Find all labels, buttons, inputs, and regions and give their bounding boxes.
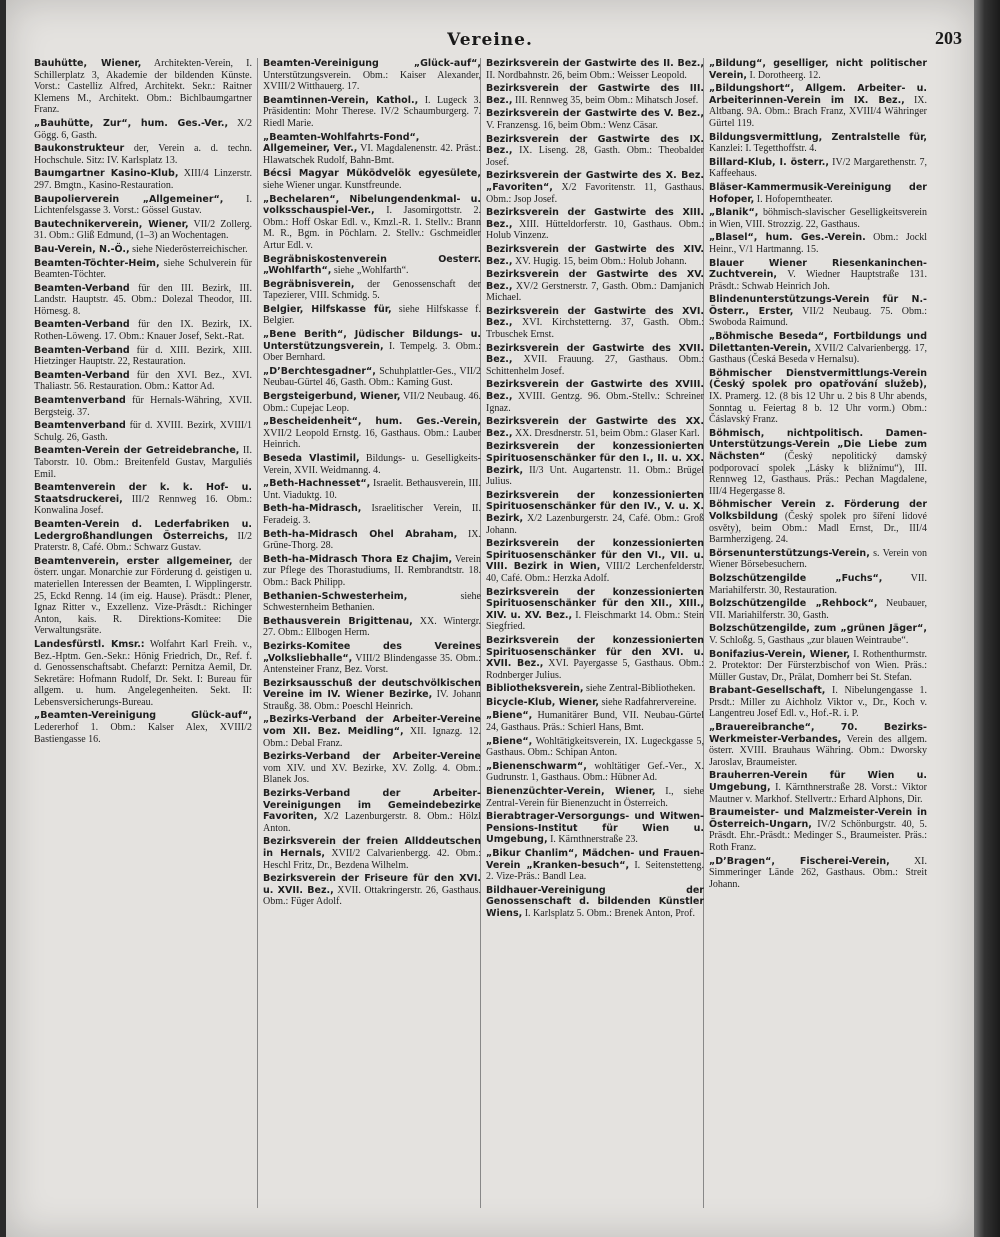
- entry-details: XVII. Ottakringerstr. 26, Gasthaus. Obm.: Füger Adolf.: [263, 884, 481, 908]
- column-divider: [257, 58, 258, 1208]
- directory-entry: [34, 258, 252, 281]
- directory-entry: [709, 770, 927, 805]
- entry-details: vom XIV. und XV. Bezirke, XV. Zollg. 4. Obm.: Blanek Jos.: [263, 762, 481, 786]
- entry-details: I., siehe Zentral-Verein für Bienenzucht in Österreich.: [486, 786, 704, 809]
- entry-name: Bezirksverein der konzessionierten Spirituosenschänker für den I., II. u. XX. Bezirk,: [486, 441, 704, 476]
- entry-name: Bezirksverein der Gastwirte des V. Bez.,: [486, 108, 704, 120]
- entry-details: siehe Zentral-Bibliotheken.: [585, 683, 696, 695]
- entry-details: VI. Magdalenenstr. 42. Präst.: Hlawatschek Rudolf, Bahn-Bmt.: [263, 143, 481, 166]
- entry-details: I. Jasomirgottstr. 2. Obm.: Hoff Oskar Edl. v., Kmzl.-R. 1. Stellv.: Brann M. R., Bgm. in Pöchlarn. 2. Stellv.: Gschmeidler Artur Edl. v.: [263, 205, 481, 251]
- entry-details: wohltätiger Gef.-Ver., X. Gudrunstr. 1, Gasthaus. Obm.: Hübner Ad.: [486, 760, 704, 784]
- entry-name: Begräbnisverein,: [263, 278, 355, 290]
- entry-details: III/2 Rennweg 16. Obm.: Konwalina Josef.: [34, 493, 252, 517]
- entry-name: Beamten-Vereinigung „Glück-auf“,: [263, 58, 481, 69]
- entry-name: „Blanik“,: [709, 207, 759, 219]
- directory-entry: [263, 168, 481, 191]
- entry-name: Blauer Wiener Riesenkaninchen-Zuchtverein,: [709, 257, 927, 281]
- entry-details: IX. Liseng. 28, Gasth. Obm.: Theobalder Josef.: [486, 145, 704, 168]
- entry-name: Bezirksverein der Gastwirte des III. Bez.,: [486, 83, 704, 106]
- entry-details: I. Lugeck 3. Präsidentin: Mohr Therese. IV/2 Schaumburgerg. 7. Riedl Marie.: [263, 94, 481, 129]
- column-2: [263, 58, 481, 1208]
- entry-name: Beth-ha-Midrasch Ohel Abraham,: [263, 528, 458, 540]
- column-4: [709, 58, 927, 1208]
- directory-entry: [263, 194, 481, 252]
- directory-entry: [34, 194, 252, 217]
- entry-name: „Bene Berith“, Jüdischer Bildungs- u. Unterstützungsverein,: [263, 329, 481, 352]
- entry-name: Beamten-Verband: [34, 369, 130, 381]
- entry-details: V. Schloßg. 5, Gasthaus „zur blauen Weintraube“.: [709, 634, 909, 646]
- directory-entry: [486, 441, 704, 487]
- entry-name: Bläser-Kammermusik-Vereinigung der Hofoper,: [709, 181, 927, 205]
- entry-details: I. Lichtenfelsgasse 3. Vorst.: Gössel Gustav.: [34, 193, 252, 217]
- entry-name: Beamten-Verein d. Lederfabriken u. Ledergroßhandlungen Österreichs,: [34, 518, 252, 542]
- directory-entry: [709, 685, 927, 720]
- entry-details: V. Wiedner Hauptstraße 131. Präsdt.: Schwab Heinrich Joh.: [709, 269, 927, 292]
- directory-entry: [263, 751, 481, 786]
- entry-name: Bezirksverein der Gastwirte des XX. Bez.,: [486, 416, 704, 439]
- directory-entry: [486, 587, 704, 633]
- directory-entry: [263, 788, 481, 834]
- entry-details: Verein zur Pflege des Thorastudiums, II. Rembrandtstr. 18. Obm.: Back Philipp.: [263, 553, 481, 588]
- directory-entry: [709, 182, 927, 205]
- directory-entry: [486, 134, 704, 169]
- entry-details: böhmisch-slavischer Geselligkeitsverein in Wien, VIII. Strozzig. 22, Gasthaus.: [709, 207, 927, 230]
- directory-entry: [34, 445, 252, 480]
- entry-details: (Český nepolitický damský podporovací spolek „Lásky k bližnímu“), III. Rennweg 12, Gasthaus. Präs.: Pechan Magdalene, III/4 Hegergasse 8.: [709, 451, 927, 497]
- entry-name: Bergsteigerbund, Wiener,: [263, 391, 401, 403]
- entry-details: X/2 Lazenburgerstr. 24, Café. Obm.: Groß Johann.: [486, 512, 704, 536]
- entry-details: XI. Simmeringer Lände 262, Gasthaus. Obm.: Streit Johann.: [709, 855, 927, 890]
- entry-details: für den III. Bezirk, III. Landstr. Hauptstr. 45. Obm.: Dolezal Theodor, III. Hörnesg. 8.: [34, 282, 252, 317]
- entry-name: Belgier, Hilfskasse für,: [263, 303, 392, 315]
- entry-details: II. Nordbahnstr. 26, beim Obm.: Weisser Leopold.: [486, 69, 687, 81]
- entry-name: Beamtenverein der k. k. Hof- u. Staatsdruckerei,: [34, 482, 252, 505]
- entry-details: Obm.: Jockl Heinr., V/1 Hartmanng. 15.: [709, 232, 927, 255]
- entry-details: Israelit. Bethausverein, III. Unt. Viaduktg. 10.: [263, 478, 481, 501]
- entry-name: Beth-ha-Midrasch Thora Ez Chajim,: [263, 553, 453, 565]
- directory-entry: [486, 490, 704, 536]
- entry-name: „Bienenschwarm“,: [486, 760, 587, 772]
- entry-details: IV. Johann Straußg. 38. Obm.: Poeschl Heinrich.: [263, 689, 481, 712]
- entry-name: Bethausverein Brigittenau,: [263, 615, 413, 627]
- entry-name: Bezirksverein der konzessionierten Spirituosenschänker für den XVI. u. XVII. Bez.,: [486, 634, 704, 670]
- entry-name: „Bezirks-Verband der Arbeiter-Vereine vom XII. Bez. Meidling“,: [263, 714, 481, 738]
- entry-details: Neubauer, VII. Mariahilferstr. 30, Gasth.: [709, 598, 927, 621]
- directory-entry: [486, 538, 704, 584]
- entry-details: (Český spolek pro šíření lidové osvěty), beim Obm.: Madl Ernst, Dr., III/4 Barmherzigeng. 24.: [709, 510, 927, 546]
- directory-entry: [486, 848, 704, 883]
- entry-details: I. Tempelg. 3. Obm.: Ober Bernhard.: [263, 340, 481, 364]
- entry-details: II. Taborstr. 10. Obm.: Breitenfeld Gustav, Marguliés Emil.: [34, 445, 252, 480]
- entry-name: Bolzschützengilde „Fuchs“,: [709, 572, 883, 584]
- entry-name: Bienenzüchter-Verein, Wiener,: [486, 786, 656, 798]
- directory-entry: [263, 132, 481, 167]
- directory-entry: [263, 254, 481, 277]
- directory-page: [6, 0, 974, 1237]
- entry-details: V. Franzensg. 16, beim Obm.: Wenz Cäsar.: [486, 119, 658, 131]
- entry-name: Beamtenverband: [34, 420, 126, 432]
- entry-name: Beamten-Verband: [34, 344, 130, 356]
- entry-name: Bezirksverein der freien Allddeutschen in Hernals,: [263, 836, 481, 859]
- directory-entry: [709, 573, 927, 596]
- directory-entry: [709, 649, 927, 684]
- directory-entry: [263, 714, 481, 749]
- entry-name: „Bechelaren“, Nibelungendenkmal- u. volksschauspiel-Ver.,: [263, 193, 481, 217]
- entry-name: „Beamten-Vereinigung Glück-auf“,: [34, 710, 252, 722]
- entry-name: Beamten-Verein der Getreidebranche,: [34, 445, 240, 457]
- entry-name: Bezirks-Verband der Arbeiter-Vereinigungen im Gemeindebezirke Favoriten,: [263, 788, 481, 823]
- entry-details: für den IX. Bezirk, IX. Rothen-Löweng. 17. Obm.: Knauer Josef, Sekt.-Rat.: [34, 319, 252, 343]
- entry-name: Bezirksverein der Gastwirte des X. Bez. „Favoriten“,: [486, 170, 704, 193]
- entry-name: Blindenunterstützungs-Verein für N.-Österr., Erster,: [709, 294, 927, 317]
- directory-entry: [263, 58, 481, 93]
- entry-name: Bierabtrager-Versorgungs- und Witwen-Pensions-Institut für Wien u. Umgebung,: [486, 811, 704, 846]
- entry-name: Bautechnikerverein, Wiener,: [34, 218, 189, 230]
- directory-entry: [34, 118, 252, 141]
- entry-name: Bezirksverein der Gastwirte des II. Bez.,: [486, 58, 704, 69]
- directory-entry: [34, 345, 252, 368]
- entry-name: Bibliotheksverein,: [486, 683, 584, 695]
- entry-details: I. Rothenthurmstr. 2. Protektor: Der Fürsterzbischof von Wien. Präs.: Müller Gustav, Dr., Prälat, Domherr bei St. Stefan.: [709, 648, 927, 683]
- entry-details: IV/2 Schönburgstr. 40, 5. Präsdt. Ehr.-Präsdt.: Medinger S., Braumeister. Präs.: Roth Franz.: [709, 818, 927, 853]
- entry-details: der, Verein a. d. techn. Hochschule. Sitz: IV. Karlsplatz 13.: [34, 143, 252, 166]
- directory-entry: [709, 548, 927, 571]
- directory-entry: [486, 108, 704, 131]
- entry-name: Bolzschützengilde, zum „grünen Jäger“,: [709, 623, 927, 635]
- entry-name: „Bescheidenheit“, hum. Ges.-Verein,: [263, 416, 481, 428]
- entry-details: XVII/2 Calvarienbergg. 42. Obm.: Heschl Fritz, Dr., Bezdena Wilhelm.: [263, 848, 481, 871]
- entry-details: XV/2 Gerstnerstr. 7, Gasth. Obm.: Damjanich Michael.: [486, 280, 704, 304]
- entry-details: I. Seitenstetteng. 2. Vize-Präs.: Bandl Lea.: [486, 859, 704, 883]
- entry-details: Humanitärer Bund, VII. Neubau-Gürtel 24, Gasthaus. Präs.: Schierl Hans, Bmt.: [486, 710, 704, 734]
- entry-details: XVIII. Gentzg. 96. Obm.-Stellv.: Schreiner Ignaz.: [486, 391, 704, 414]
- entry-details: XX. Dresdnerstr. 51, beim Obm.: Glaser Karl.: [514, 427, 700, 439]
- directory-entry: [709, 807, 927, 853]
- entry-details: I. Karlsplatz 5. Obm.: Brenek Anton, Prof.: [524, 907, 695, 919]
- entry-name: Bezirksverein der Gastwirte des XIV. Bez.,: [486, 243, 704, 267]
- entry-details: VIII/2 Lerchenfelderstr. 40, Café. Obm.: Herzka Adolf.: [486, 561, 704, 584]
- directory-entry: [486, 207, 704, 242]
- directory-entry: [34, 639, 252, 709]
- page-title: Vereine.: [447, 30, 533, 50]
- entry-name: „Bauhütte, Zur“, hum. Ges.-Ver.,: [34, 117, 229, 129]
- entry-name: „Beamten-Wohlfahrts-Fond“, Allgemeiner, Ver.,: [263, 131, 420, 155]
- directory-entry: [486, 343, 704, 378]
- directory-entry: [263, 554, 481, 589]
- entry-details: IX. Altbang. 9A. Obm.: Brach Franz, XVIII/4 Währinger Gürtel 119.: [709, 94, 927, 129]
- entry-details: II/2 Praterstr. 8, Café. Obm.: Schwarz Gustav.: [34, 530, 252, 554]
- entry-details: für Hernals-Währing, XVII. Bergsteig. 37.: [34, 395, 252, 418]
- entry-name: Börsenunterstützungs-Verein,: [709, 547, 870, 559]
- directory-entry: [34, 395, 252, 418]
- entry-details: X/2 Gögg. 6, Gasth.: [34, 117, 252, 141]
- entry-details: für d. XIII. Bezirk, XIII. Hietzinger Hauptstr. 22, Restauration.: [34, 344, 252, 368]
- entry-name: Bicycle-Klub, Wiener,: [486, 696, 599, 708]
- entry-name: Bildhauer-Vereinigung der Genossenschaft d. bildenden Künstler Wiens,: [486, 884, 704, 919]
- entry-details: XIII/4 Linzerstr. 297. Bmgtn., Kasino-Restauration.: [34, 168, 252, 191]
- entry-name: „Blasel“, hum. Ges.-Verein.: [709, 232, 866, 244]
- entry-name: Beamtenverein, erster allgemeiner,: [34, 555, 233, 567]
- entry-details: Ledererhof 1. Obm.: Kalser Alex, XVIII/2 Bastiengasse 16.: [34, 722, 252, 745]
- directory-entry: [486, 379, 704, 414]
- directory-entry: [709, 499, 927, 545]
- entry-name: „Bikur Chanlim“, Mädchen- und Frauen-Verein „Kranken-besuch“,: [486, 848, 704, 871]
- page-number: 203: [935, 28, 962, 48]
- directory-entry: [709, 132, 927, 155]
- entry-details: Unterstützungsverein. Obm.: Kaiser Alexander, XVIII/2 Witthauerg. 17.: [263, 69, 481, 93]
- entry-details: XVI. Kirchstetterng. 37, Gasth. Obm.: Trbuschek Ernst.: [486, 317, 704, 341]
- entry-details: XVI. Payergasse 5, Gasthaus. Obm.: Rodnberger Julius.: [486, 658, 704, 681]
- directory-entry: [486, 58, 704, 81]
- directory-entry: [486, 736, 704, 759]
- entry-name: Beamtinnen-Verein, Kathol.,: [263, 94, 419, 106]
- entry-details: für d. XVIII. Bezirk, XVIII/1 Schulg. 26, Gasth.: [34, 420, 252, 443]
- entry-name: Beamtenverband: [34, 395, 126, 407]
- entry-name: Bolzschützengilde „Rehbock“,: [709, 598, 878, 610]
- entry-name: „D’Berchtesgadner“,: [263, 365, 376, 377]
- entry-name: „Bildungshort“, Allgem. Arbeiter- u. Arbeiterinnen-Verein im IX. Bez.,: [709, 83, 927, 106]
- entry-details: X/2 Favoritenstr. 11, Gasthaus. Obm.: Jsop Josef.: [486, 181, 704, 205]
- entry-details: XII. Ignazg. 12. Obm.: Debal Franz.: [263, 726, 481, 749]
- directory-entry: [34, 420, 252, 443]
- directory-entry: [34, 168, 252, 191]
- entry-name: „Biene“,: [486, 710, 533, 722]
- entry-details: I. Kärnthnerstraße 23.: [550, 834, 638, 846]
- entry-name: Beth-ha-Midrasch,: [263, 503, 362, 515]
- column-1: [34, 58, 252, 1208]
- directory-entry: [263, 678, 481, 713]
- directory-entry: [263, 503, 481, 526]
- directory-entry: [34, 710, 252, 745]
- entry-details: Schuhplattler-Ges., VII/2 Neubau-Gürtel 46, Gasth. Obm.: Kaming Gust.: [263, 365, 481, 389]
- entry-details: X/2 Lazenburgerstr. 8. Obm.: Hölzl Anton.: [263, 811, 481, 834]
- entry-details: VII. Mariahilferstr. 30, Restauration.: [709, 572, 927, 596]
- entry-details: XV. Hugig. 15, beim Obm.: Holub Johann.: [514, 255, 687, 267]
- entry-name: Bezirksverein der Gastwirte des XVI. Bez.,: [486, 305, 704, 329]
- entry-name: Baumgartner Kasino-Klub,: [34, 168, 179, 180]
- entry-name: Bécsi Magyar Müködvelök egyesülete,: [263, 168, 481, 180]
- directory-entry: [709, 331, 927, 366]
- directory-entry: [34, 370, 252, 393]
- entry-details: I. Fleischmarkt 14. Obm.: Stein Siegfried.: [486, 609, 704, 633]
- directory-entry: [34, 219, 252, 242]
- entry-details: I. Nibelungengasse 1. Prsdt.: Miller zu Aichholz Viktor v., Dr., Koch v. Langentreu Josef Edl. v., Hof.-R. i. P.: [709, 685, 927, 720]
- entry-details: Wolfahrt Karl Freih. v., Bez.-Hptm. Gen.-Sekr.: Hönig Friedrich, Dr., Ref. f. d. Genossenschaftsabt. Chefarzt: Pernitza Aemil, Dr. Sekretäre: Hofmann Rudolf, Dr. Sekt. I: Bureau für allgem. u. hum. Angelegenheiten. Sekt. II: Lebensversicherungs-Bureau.: [34, 638, 252, 708]
- entry-details: siehe Schulverein für Beamten-Töchter.: [34, 257, 252, 281]
- entry-name: „Beth-Hachnesset“,: [263, 478, 371, 490]
- entry-name: Bezirksverein der konzessionierten Spirituosenschänker für den VI., VII. u. VIII. Bezirk in Wien,: [486, 538, 704, 573]
- entry-name: Bezirks-Komitee des Vereines „Volksliebhalle“,: [263, 640, 481, 664]
- entry-name: Bezirksausschuß der deutschvölkischen Vereine im IV. Wiener Bezirke,: [263, 677, 481, 701]
- entry-details: XVII/2 Calvarienbergg. 17, Gasthaus (Česká Beseda v Hernalsu).: [709, 342, 927, 366]
- directory-entry: [486, 306, 704, 341]
- directory-entry: [709, 294, 927, 329]
- directory-entry: [34, 244, 252, 256]
- directory-entry: [709, 856, 927, 891]
- directory-entry: [709, 623, 927, 646]
- entry-details: siehe Schwesternheim Bethanien.: [263, 590, 481, 614]
- entry-details: I. Kärnthnerstraße 28. Vorst.: Viktor Mautner v. Markhof. Stellvertr.: Erhard Alphons, Dir.: [709, 782, 927, 805]
- entry-name: Baupolierverein „Allgemeiner“,: [34, 193, 224, 205]
- entry-name: „Brauereibranche“, 70. Bezirks-Werkmeister-Verbandes,: [709, 722, 927, 745]
- directory-entry: [486, 83, 704, 106]
- directory-entry: [709, 207, 927, 230]
- directory-entry: [709, 368, 927, 426]
- entry-name: Bethanien-Schwesterheim,: [263, 590, 408, 602]
- entry-name: Böhmisch, nichtpolitisch. Damen-Unterstützungs-Verein „Die Liebe zum Nächsten“: [709, 427, 927, 462]
- directory-entry: [263, 304, 481, 327]
- directory-entry: [486, 697, 704, 709]
- directory-entry: [486, 244, 704, 267]
- entry-name: Bauhütte, Wiener,: [34, 58, 142, 69]
- entry-details: VIII/2 Blindengasse 35. Obm.: Antensteiner Franz, Bez. Vorst.: [263, 652, 481, 676]
- directory-entry: [486, 269, 704, 304]
- entry-name: Böhmischer Verein z. Förderung der Volksbildung: [709, 499, 927, 522]
- directory-entry: [263, 416, 481, 451]
- directory-entry: [709, 598, 927, 621]
- directory-entry: [486, 635, 704, 681]
- entry-details: VII/2 Neubaug. 46. Obm.: Cupejac Leop.: [263, 391, 481, 414]
- directory-entry: [486, 170, 704, 205]
- directory-entry: [34, 143, 252, 166]
- directory-entry: [263, 366, 481, 389]
- entry-details: der Genossenschaft der Tapezierer, VIII. Schmidg. 5.: [263, 278, 481, 302]
- entry-details: siehe Hilfskasse f. Belgier.: [263, 303, 481, 327]
- directory-entry: [709, 428, 927, 498]
- directory-entry: [34, 283, 252, 318]
- entry-name: Beseda Vlastimil,: [263, 453, 360, 464]
- entry-details: III. Rennweg 35, beim Obm.: Mihatsch Josef.: [514, 94, 699, 106]
- directory-entry: [486, 416, 704, 439]
- directory-entry: [263, 279, 481, 302]
- directory-entry: [263, 453, 481, 476]
- directory-entry: [486, 761, 704, 784]
- directory-entry: [263, 529, 481, 552]
- entry-name: Beamten-Töchter-Heim,: [34, 257, 160, 269]
- directory-entry: [486, 786, 704, 809]
- entry-details: I. Hofoperntheater.: [756, 193, 833, 205]
- entry-name: Braumeister- und Malzmeister-Verein in Österreich-Ungarn,: [709, 807, 927, 830]
- entry-details: XVII. Frauung. 27, Gasthaus. Obm.: Schittenhelm Josef.: [486, 354, 704, 377]
- entry-details: IV/2 Margarethenstr. 7, Kaffeehaus.: [709, 156, 927, 180]
- entry-details: für den XVI. Bez., XVI. Thaliastr. 56. Restauration. Obm.: Kattor Ad.: [34, 369, 252, 393]
- entry-details: Bildungs- u. Geselligkeits-Verein, XVII. Weidmanng. 4.: [263, 453, 481, 476]
- column-3: [486, 58, 704, 1208]
- entry-name: Billard-Klub, I. österr.,: [709, 156, 830, 168]
- directory-entry: [263, 478, 481, 501]
- directory-entry: [709, 232, 927, 255]
- directory-entry: [263, 873, 481, 908]
- entry-details: siehe Niederösterreichischer.: [132, 243, 248, 255]
- entry-name: Bezirksverein der Gastwirte des IX. Bez.,: [486, 133, 704, 157]
- directory-entry: [486, 710, 704, 733]
- directory-entry: [263, 616, 481, 639]
- entry-details: VII/2 Zollerg. 31. Obm.: Gliß Edmund, (1–3) an Wochentagen.: [34, 218, 252, 242]
- directory-entry: [486, 885, 704, 920]
- entry-name: Brauherren-Verein für Wien u. Umgebung,: [709, 770, 927, 794]
- directory-entry: [34, 556, 252, 637]
- entry-details: s. Verein von Wiener Börsebesuchern.: [709, 547, 927, 571]
- entry-details: IX. Pramerg. 12. (8 bis 12 Uhr u. 2 bis 8 Uhr abends, Sonntag u. Feiertag 8 b. 12 Uhr vorm.) Obm.: Čáslavský Franz.: [709, 391, 927, 426]
- entry-name: Bau-Verein, N.-Ö.,: [34, 243, 130, 255]
- directory-entry: [263, 591, 481, 614]
- entry-details: II/3 Unt. Augartenstr. 11. Obm.: Brügel Julius.: [486, 464, 704, 488]
- directory-entry: [709, 722, 927, 768]
- entry-details: I. Dorotheerg. 12.: [749, 69, 821, 81]
- entry-details: IX. Grüne-Thorg. 28.: [263, 528, 481, 552]
- entry-name: „Bildung“, geselliger, nicht politischer Verein,: [709, 58, 927, 81]
- directory-entry: [34, 58, 252, 116]
- entry-name: Bezirksverein der Friseure für den XVI. u. XVII. Bez.,: [263, 873, 481, 896]
- directory-entry: [486, 811, 704, 846]
- entry-name: Beamten-Verband: [34, 319, 130, 331]
- entry-name: Bildungsvermittlung, Zentralstelle für,: [709, 131, 927, 143]
- directory-entry: [263, 391, 481, 414]
- directory-entry: [34, 519, 252, 554]
- directory-entry: [263, 329, 481, 364]
- entry-name: Brabant-Gesellschaft,: [709, 685, 826, 697]
- entry-name: Bezirksverein der Gastwirte des XIII. Bez.,: [486, 207, 704, 230]
- entry-details: siehe Radfahrervereine.: [601, 696, 697, 708]
- entry-details: siehe Wiener ungar. Kunstfreunde.: [263, 179, 402, 191]
- entry-name: Bezirks-Verband der Arbeiter-Vereine: [263, 751, 481, 763]
- entry-details: XVII/2 Leopold Ernstg. 16, Gasthaus. Obm.: Lauber Heinrich.: [263, 427, 481, 451]
- entry-name: Bezirksverein der konzessionierten Spirituosenschänker für den XII., XIII., XIV. u. XV. Bez.,: [486, 586, 704, 621]
- directory-entry: [709, 157, 927, 180]
- entry-details: Kanzlei: I. Tegetthoffstr. 4.: [709, 143, 817, 155]
- directory-entry: [263, 641, 481, 676]
- entry-name: Bezirksverein der Gastwirte des XVIII. Bez.,: [486, 379, 704, 403]
- entry-name: Begräbniskostenverein Oesterr. „Wohlfarth“,: [263, 253, 481, 277]
- entry-name: Bonifazius-Verein, Wiener,: [709, 648, 851, 660]
- entry-details: siehe „Wohlfarth“.: [333, 265, 409, 277]
- entry-name: Bezirksverein der Gastwirte des XV. Bez.,: [486, 269, 704, 292]
- entry-details: Wohltätigkeitsverein, IX. Lugeckgasse 5, Gasthaus. Obm.: Schipan Anton.: [486, 735, 704, 759]
- entry-details: Architekten-Verein, I. Schillerplatz 3, Akademie der bildenden Künste. Vorst.: Castelliz Alfred, Architekt. Sekr.: Raitner Klemens M., Architekt. Obm.: Bichlbaumgartner Franz.: [34, 58, 252, 116]
- directory-entry: [263, 836, 481, 871]
- entry-name: „Böhmische Beseda“, Fortbildungs und Dilettanten-Verein,: [709, 331, 927, 354]
- entry-name: Böhmischer Dienstvermittlungs-Verein (Český spolek pro opatřování služeb),: [709, 367, 927, 391]
- entry-name: Bezirksverein der konzessionierten Spirituosenschänker für den IV., V. u. X. Bezirk,: [486, 489, 704, 524]
- directory-entry: [709, 258, 927, 293]
- entry-details: VII/2 Neubaug. 75. Obm.: Swoboda Raimund.: [709, 305, 927, 329]
- directory-entry: [34, 319, 252, 342]
- directory-entry: [709, 83, 927, 129]
- entry-details: der österr. ungar. Monarchie zur Förderung d. geistigen u. materiellen Interessen der Beamten, I. Wipplingerstr. 25, Eckd Renng. 14 (im eig. Hause). Präsdt.: Plener, Ignaz Ritter v., Exzellenz. Vize-Präsdt.: Richinger Anton, kais. R. Direktions-Komitee: Die Verwaltungsräte.: [34, 555, 252, 637]
- entry-details: Israelitischer Verein, II. Feradeig. 3.: [263, 503, 481, 526]
- directory-entry: [486, 683, 704, 695]
- entry-name: Bezirksverein der Gastwirte des XVII. Bez.,: [486, 342, 704, 366]
- entry-name: Landesfürstl. Kmsr.:: [34, 638, 145, 650]
- entry-name: Beamten-Verband: [34, 282, 130, 294]
- entry-name: „D’Bragen“, Fischerei-Verein,: [709, 855, 890, 867]
- entry-details: Verein des allgem. österr. XVIII. Brauhaus Währing. Obm.: Dworsky Jaroslav, Braumeister.: [709, 733, 927, 768]
- entry-name: „Biene“,: [486, 735, 533, 747]
- page-edge-shadow: [974, 0, 1000, 1237]
- entry-details: XIII. Hütteldorferstr. 10, Gasthaus. Obm.: Holub Vinzenz.: [486, 218, 704, 242]
- directory-entry: [263, 95, 481, 130]
- entry-details: XX. Wintergr. 27. Obm.: Ellbogen Herm.: [263, 615, 481, 639]
- directory-entry: [709, 58, 927, 81]
- directory-entry: [34, 482, 252, 517]
- entry-name: Baukonstrukteur: [34, 143, 125, 155]
